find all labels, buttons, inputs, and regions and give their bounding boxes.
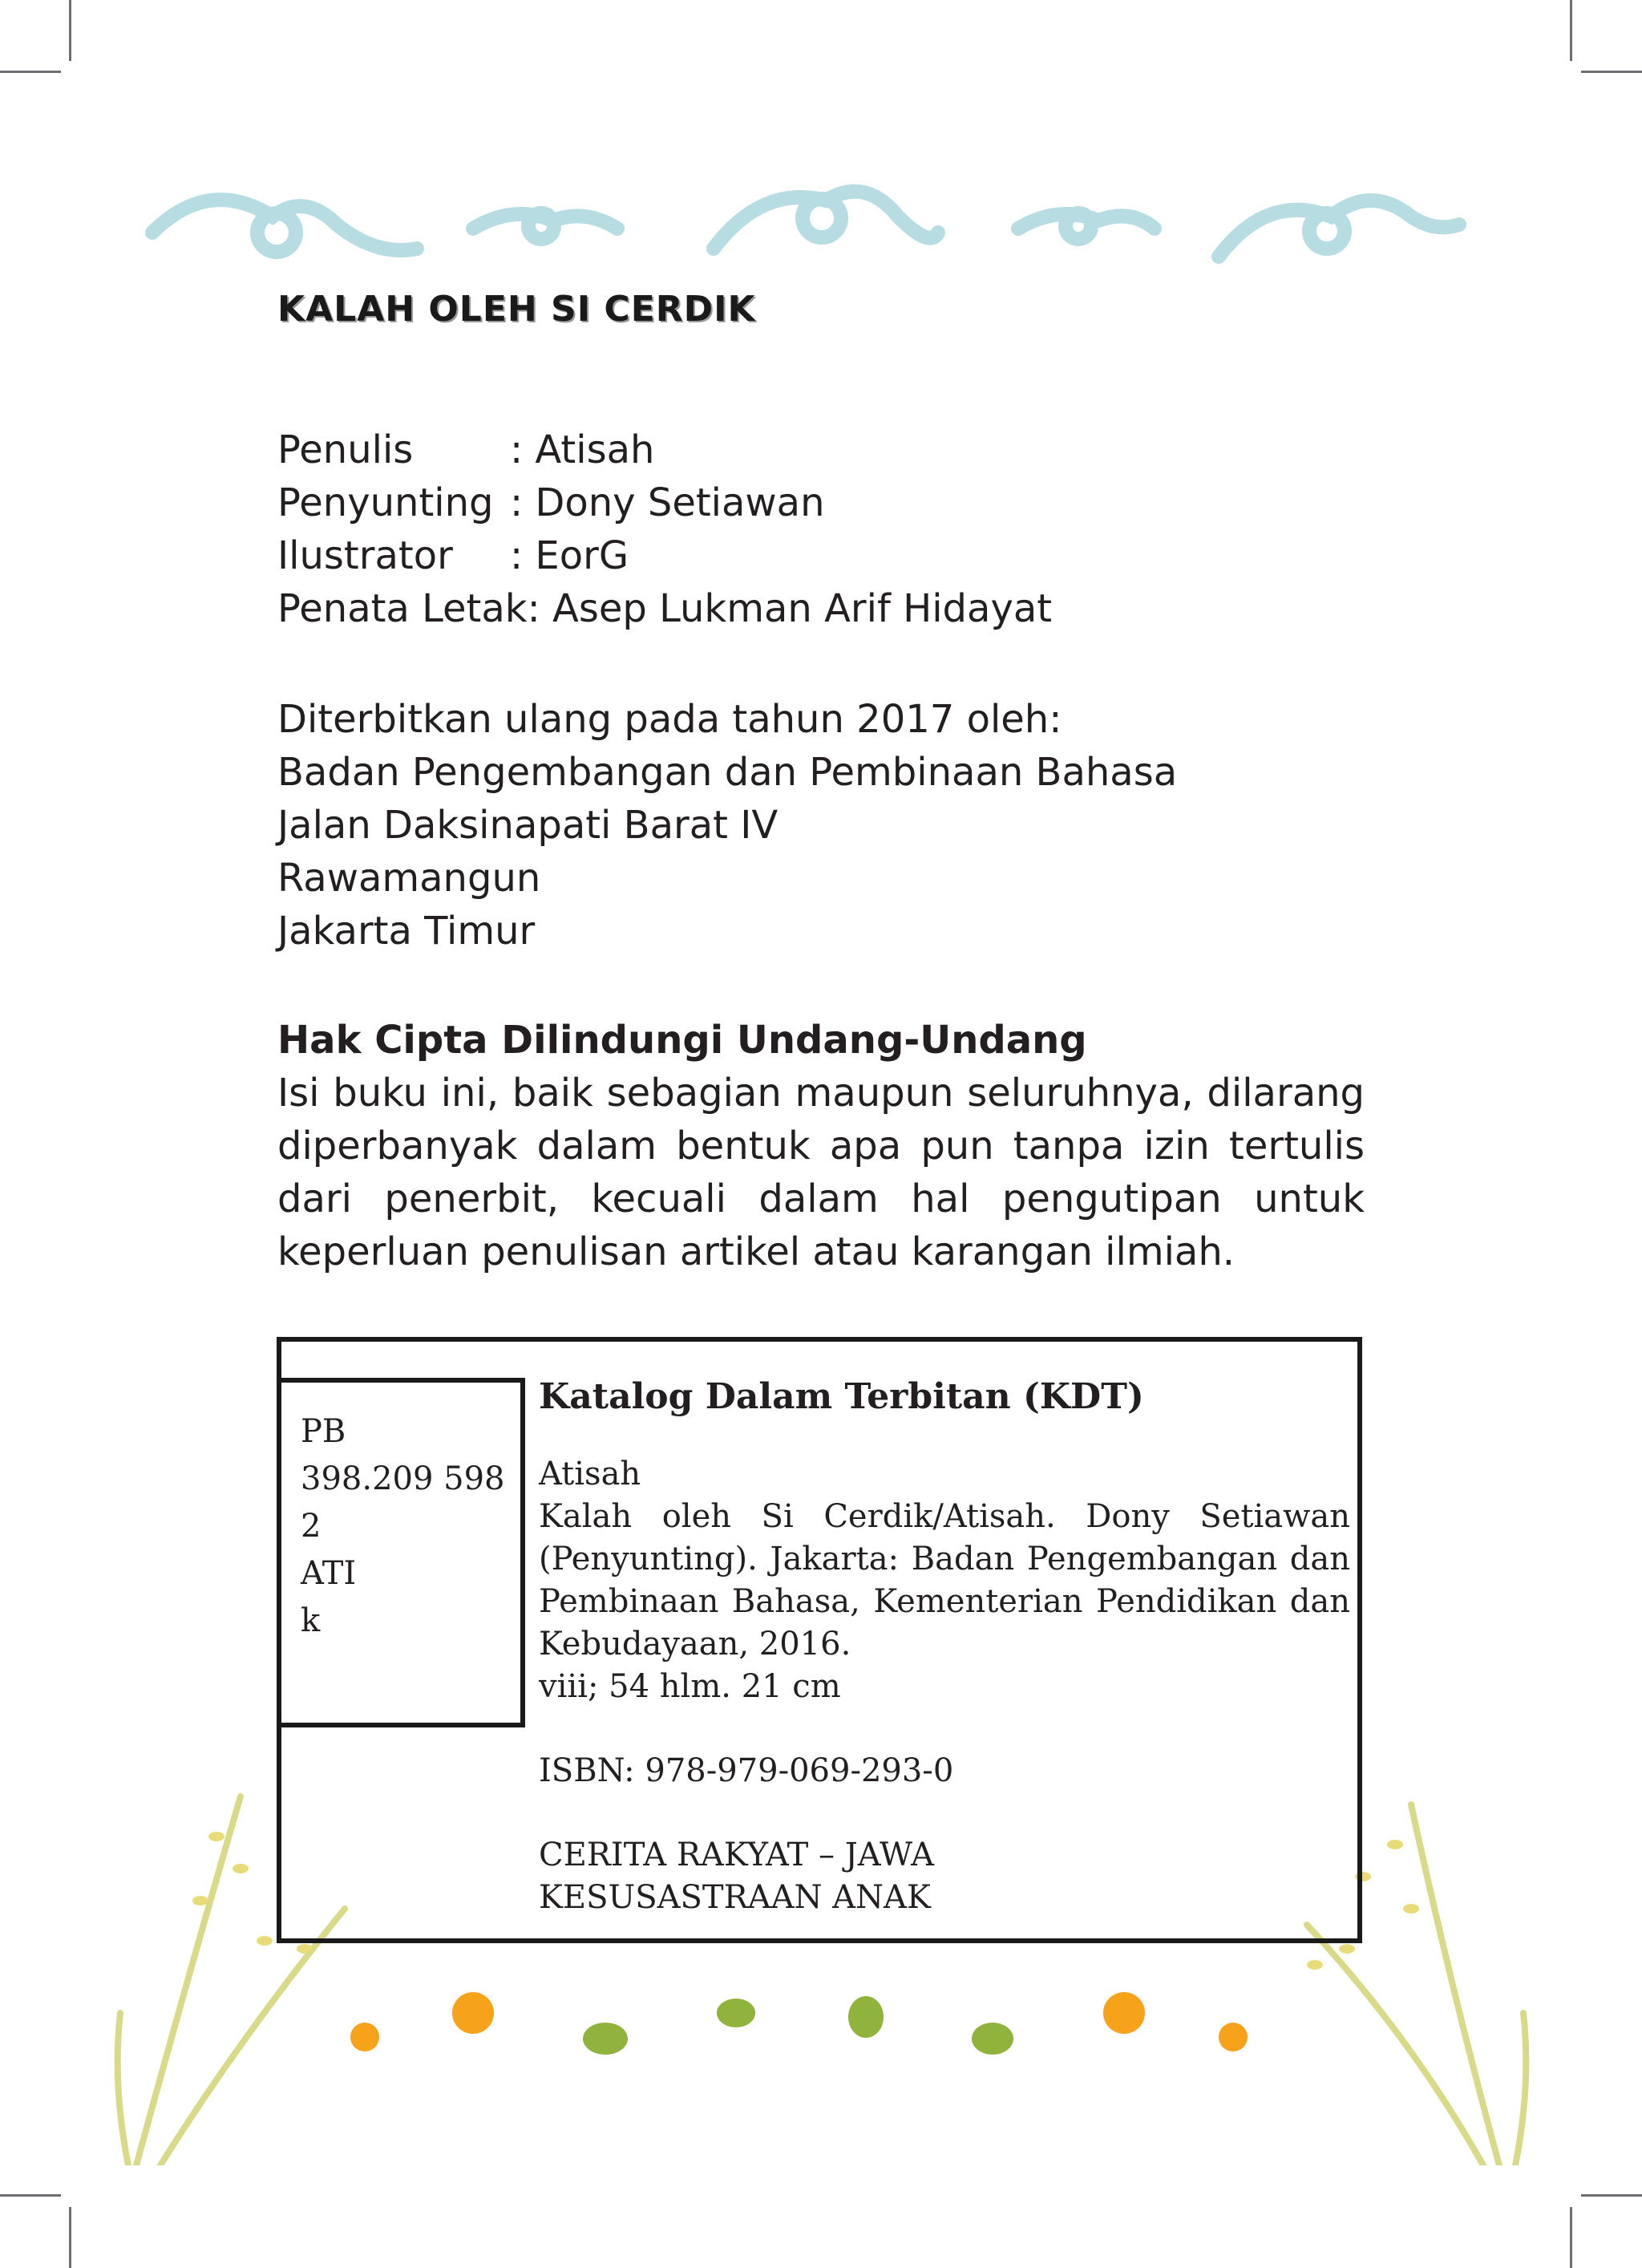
kdt-isbn: ISBN: 978-979-069-293-0 [539, 1752, 954, 1789]
rice-grain [1403, 1904, 1419, 1914]
credit-row [277, 423, 1052, 476]
kdt-author: Atisah [539, 1456, 641, 1492]
copyright-block [277, 1014, 1365, 1278]
cloud-swirl [528, 213, 554, 239]
orange-dot [350, 2023, 379, 2051]
rice-grain [257, 1936, 273, 1946]
credit-value: : Dony Setiawan [510, 480, 825, 525]
credit-label: Ilustrator [277, 533, 453, 578]
publisher-intro: Diterbitkan ulang pada tahun 2017 oleh: [277, 697, 1062, 742]
publisher-block [277, 693, 1177, 958]
cloud-swirl [257, 213, 296, 252]
kdt-physical: viii; 54 hlm. 21 cm [539, 1668, 841, 1705]
orange-dot [1219, 2023, 1248, 2051]
orange-dot [1103, 1992, 1145, 2034]
credit-label: Penata Letak [277, 586, 528, 631]
credits-block [277, 423, 1052, 635]
rice-leaf-right [1515, 2013, 1526, 2165]
crop-mark [0, 2194, 61, 2197]
green-dot [848, 1996, 884, 2038]
kdt-class-line: k [301, 1602, 321, 1639]
credit-label: Penyunting [277, 480, 494, 525]
crop-mark [69, 2207, 71, 2268]
rice-grain [192, 1896, 208, 1906]
publisher-city: Jakarta Timur [277, 909, 536, 954]
rice-grain [1339, 1944, 1355, 1954]
orange-dot [452, 1992, 494, 2034]
publisher-street: Jalan Daksinapati Barat IV [277, 803, 779, 848]
rice-stalk-right [1411, 1804, 1499, 2165]
rice-grain [1387, 1840, 1403, 1849]
crop-mark [0, 71, 61, 73]
rice-grain [1307, 1960, 1323, 1970]
crop-mark [1581, 71, 1642, 73]
credit-value: : Atisah [510, 427, 655, 472]
rice-stalk-right [1307, 1925, 1483, 2165]
credit-label: Penulis [277, 427, 414, 472]
kdt-classification [277, 1378, 525, 1727]
publisher-name: Badan Pengembangan dan Pembinaan Bahasa [277, 750, 1178, 795]
credit-row [277, 529, 1052, 582]
green-dot [972, 2023, 1013, 2055]
copyright-heading: Hak Cipta Dilindungi Undang-Undang [277, 1018, 1087, 1063]
rice-grain [233, 1864, 249, 1873]
kdt-class-line: 398.209 598 2 [301, 1460, 505, 1545]
rice-grain [208, 1832, 224, 1841]
rice-stalk-left [136, 1796, 241, 2165]
kdt-class-line: PB [301, 1413, 346, 1450]
kdt-entry [539, 1373, 1350, 1919]
crop-mark [1581, 2194, 1642, 2197]
kdt-class-line: ATI [301, 1555, 357, 1592]
credit-value: : EorG [510, 533, 629, 578]
publisher-area: Rawamangun [277, 856, 541, 901]
crop-mark [69, 0, 71, 61]
copyright-body: Isi buku ini, baik sebagian maupun seluruhnya, dilarang diperbanyak dalam bentuk apa pun tanpa izin tertulis dari penerbit, kecuali dalam hal pengutipan untuk keperluan penulisan artikel atau karangan ilmiah. [277, 1071, 1365, 1274]
rice-stalk-left [160, 1909, 345, 2165]
kdt-description: Kalah oleh Si Cerdik/Atisah. Dony Setiawan (Penyunting). Jakarta: Badan Pengembangan dan Pembinaan Bahasa, Kementerian Pendidikan dan Kebudayaan, 2016. [539, 1498, 1350, 1663]
kdt-subject: KESUSASTRAAN ANAK [539, 1879, 931, 1916]
rice-leaf-left [118, 2013, 128, 2165]
cloud-swirl [1066, 213, 1091, 239]
rice-grain [297, 1944, 313, 1954]
crop-mark [1570, 2207, 1572, 2268]
spacer [539, 1708, 1350, 1750]
green-dot [717, 1999, 755, 2027]
kdt-subject: CERITA RAKYAT – JAWA [539, 1837, 935, 1873]
cloud-swirl [1309, 213, 1345, 249]
green-dot [583, 2023, 628, 2055]
kdt-heading: Katalog Dalam Terbitan (KDT) [539, 1376, 1144, 1417]
cloud-ornament [0, 160, 1642, 305]
cloud-swirl [803, 199, 841, 237]
credit-value: : Asep Lukman Arif Hidayat [527, 586, 1053, 631]
credit-row [277, 582, 1052, 635]
credit-row [277, 476, 1052, 529]
book-title: KALAH OLEH SI CERDIK [277, 289, 756, 330]
crop-mark [1570, 0, 1572, 61]
spacer [539, 1792, 1350, 1834]
